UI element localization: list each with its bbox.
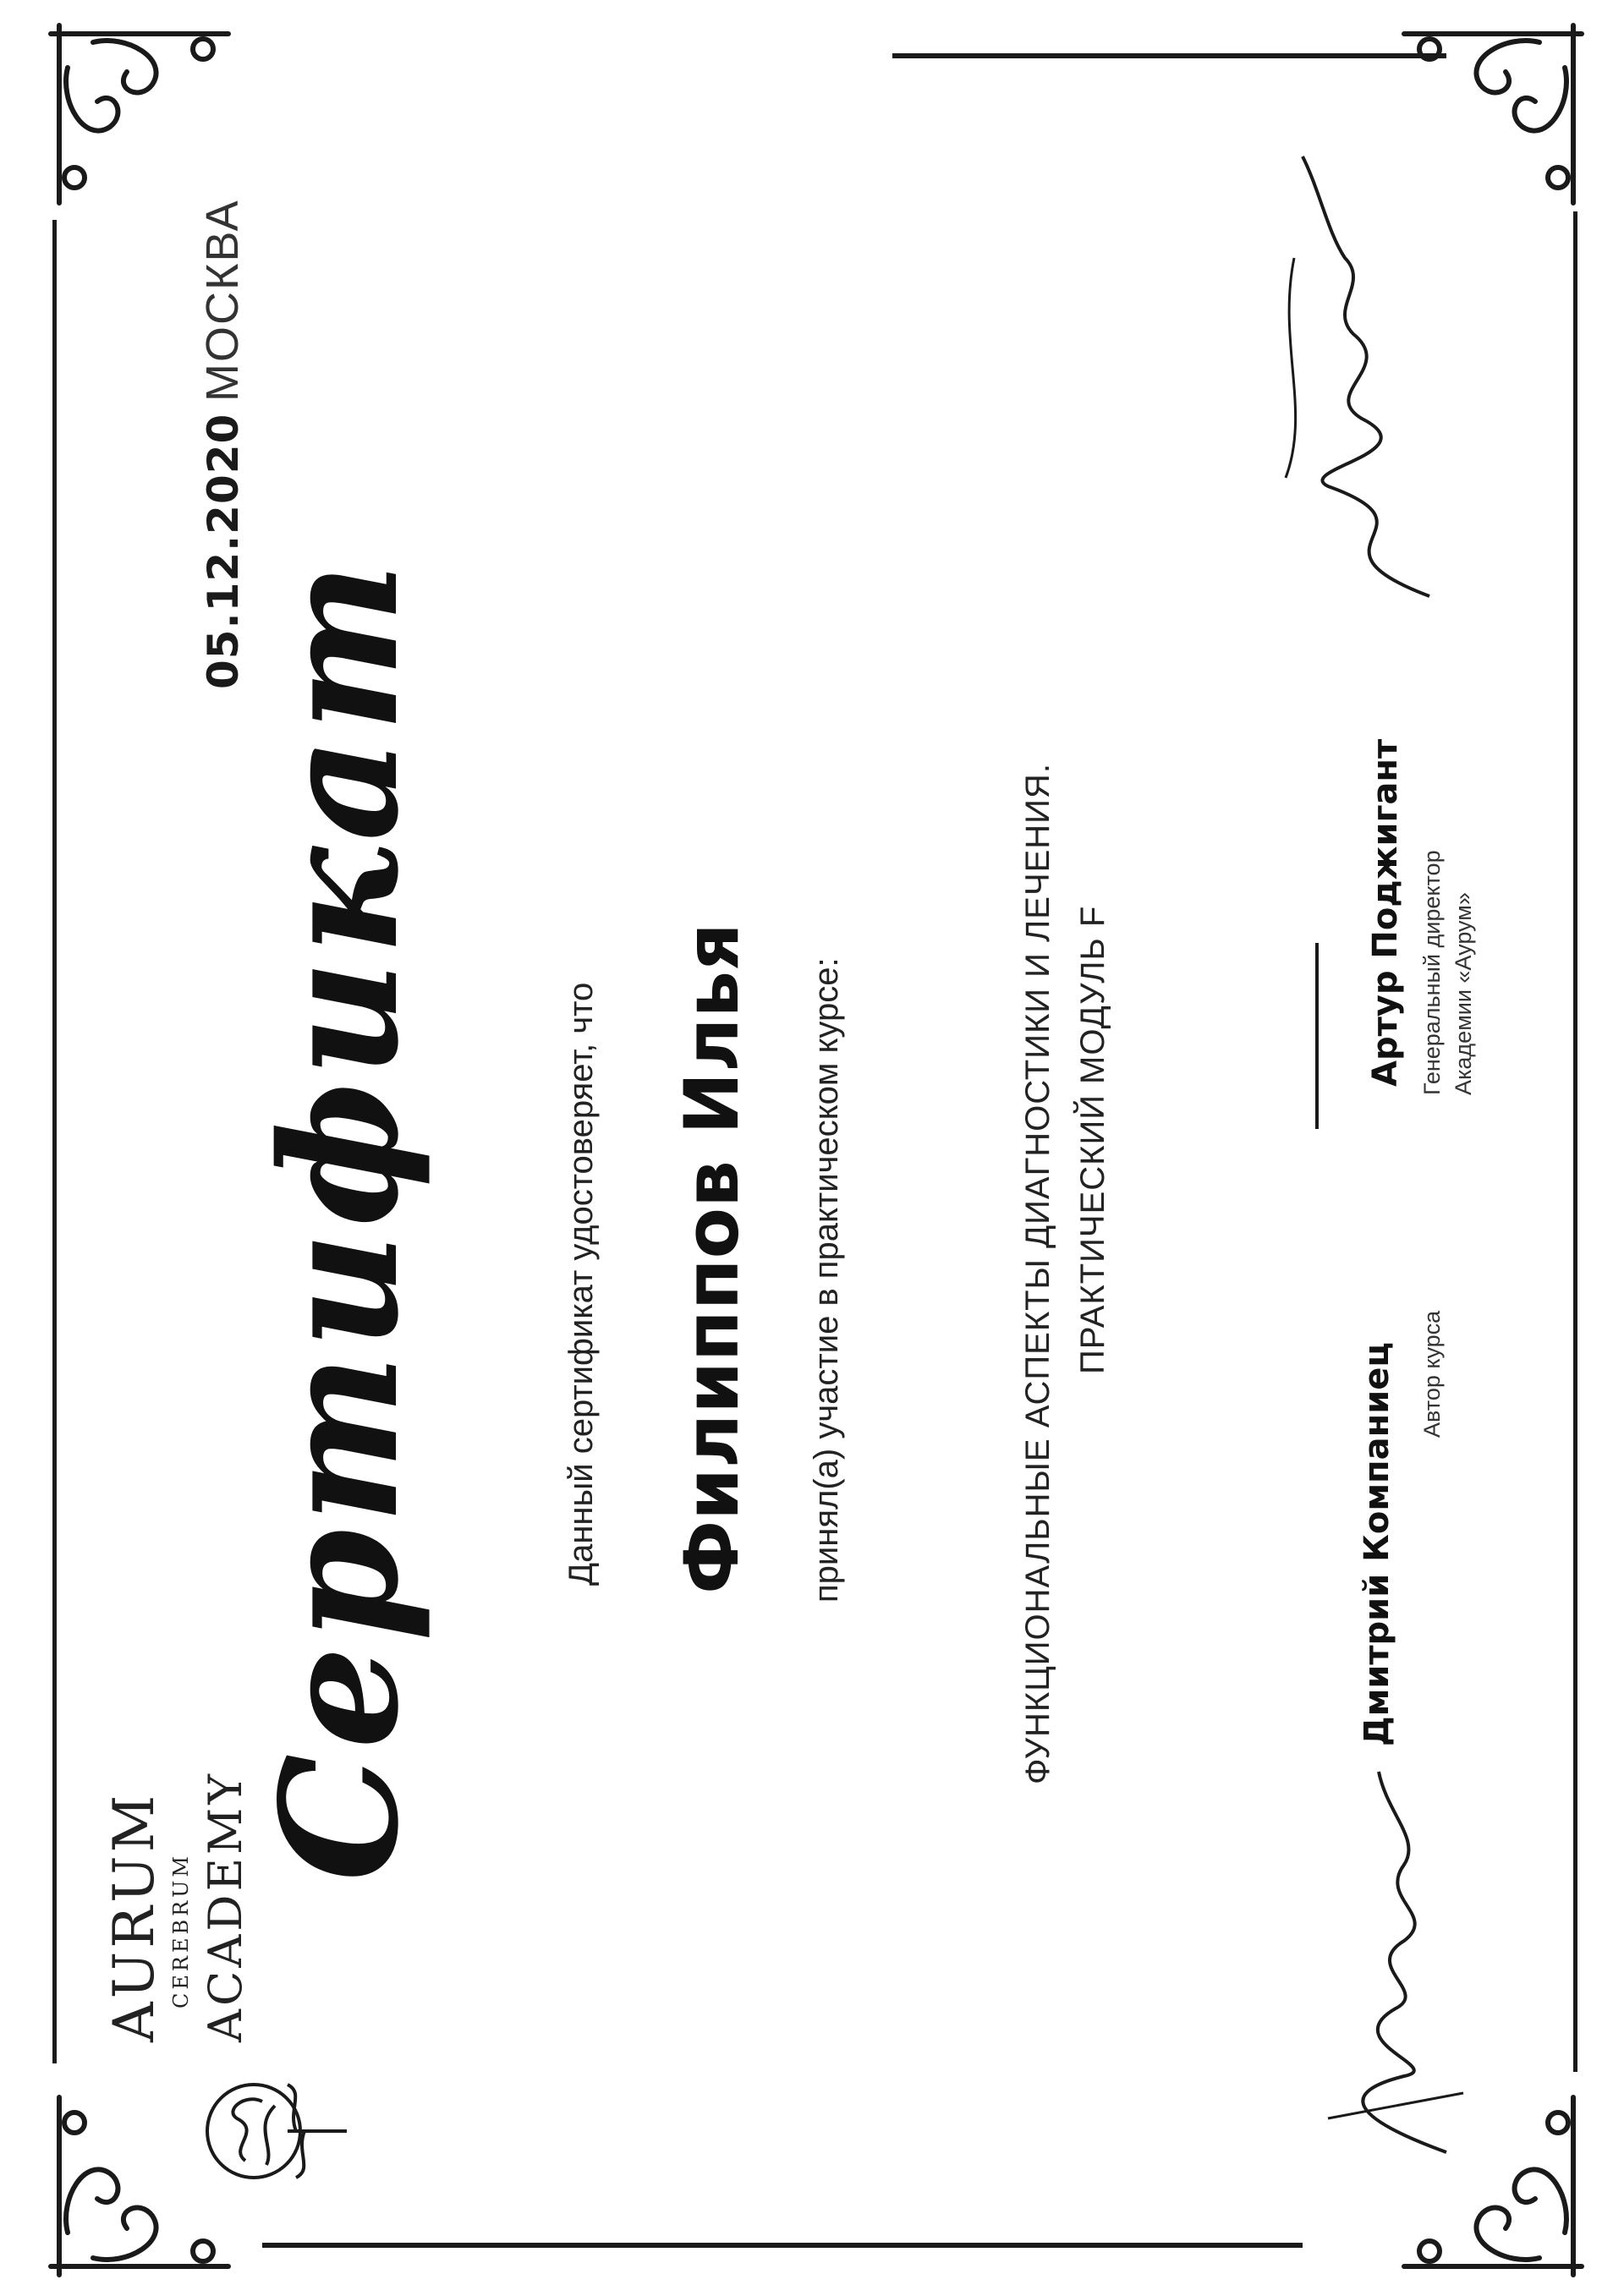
signature-kompaniets <box>1303 1746 1475 2169</box>
logo-word-cerebrum: CEREBRUM <box>169 1853 193 2008</box>
signature-podzhigant <box>1260 140 1484 613</box>
academy-logo <box>93 1771 372 2211</box>
logo-word-aurum: AURUM <box>102 1791 167 2042</box>
signatory-2-role-line2: Академии «Аурум» <box>1451 892 1476 1095</box>
course-title-line2: ПРАКТИЧЕСКИЙ МОДУЛЬ F <box>1074 905 1111 1374</box>
signatory-2-name: Артур Поджигант <box>1366 738 1405 1087</box>
logo-word-academy: ACADEMY <box>199 1771 252 2042</box>
tree-brain-emblem-icon <box>195 2051 355 2211</box>
issue-date: 05.12.2020 <box>199 413 248 689</box>
recipient-name: Филиппов Илья <box>668 923 755 1594</box>
signatory-2-role-line1: Генеральный директор <box>1419 850 1445 1095</box>
intro-text: Данный сертификат удостоверяет, что <box>562 982 600 1586</box>
course-title-line1: ФУНКЦИОНАЛЬНЫЕ АСПЕКТЫ ДИАГНОСТИКИ И ЛЕЧЕНИЯ. <box>1019 763 1056 1784</box>
signatures-divider <box>1315 943 1319 1129</box>
signatory-1-name: Дмитрий Компаниец <box>1358 1341 1396 1746</box>
signatory-1-role: Автор курса <box>1419 1310 1445 1438</box>
issue-city: МОСКВА <box>197 199 248 402</box>
certificate-title: Сертификат <box>245 556 434 1882</box>
participation-text: принял(а) участие в практическом курсе: <box>808 957 845 1603</box>
